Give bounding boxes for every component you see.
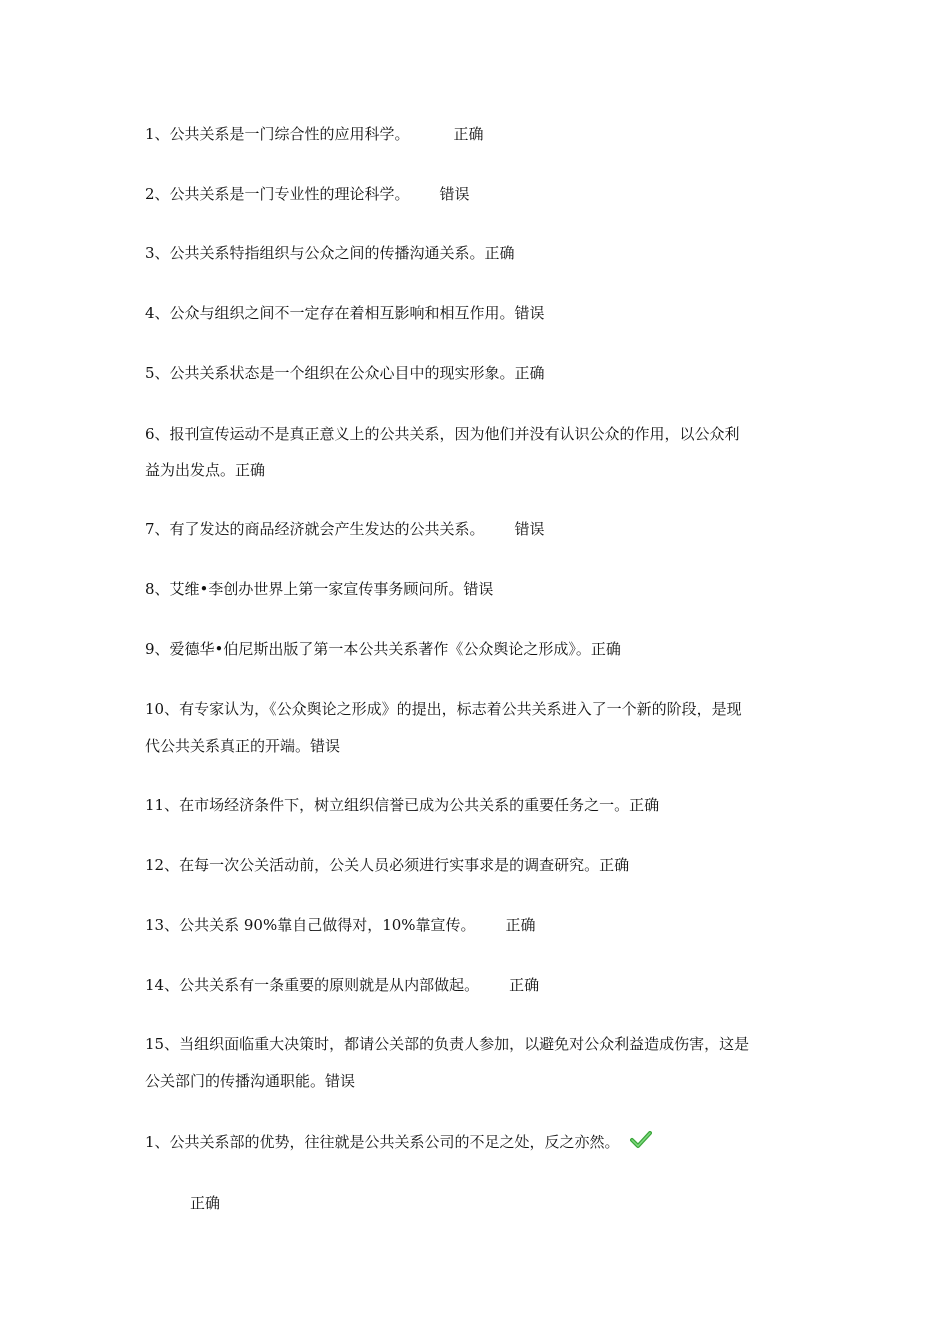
- answer-16: [190, 1193, 220, 1213]
- question-7: [145, 519, 545, 539]
- question-3: [145, 243, 515, 263]
- question-text: 2、公共关系是一门专业性的理论科学。: [145, 185, 410, 203]
- question-6-line2: [145, 460, 265, 480]
- answer-label: 正确: [629, 796, 660, 814]
- question-text: 益为出发点。: [145, 461, 236, 479]
- question-4: [145, 303, 545, 323]
- answer-label: 错误: [463, 580, 494, 598]
- question-text: 8、艾维•李创办世界上第一家宣传事务顾问所。: [145, 580, 464, 598]
- question-15-line1: [145, 1034, 749, 1054]
- answer-label: 正确: [590, 640, 621, 658]
- question-6-line1: [145, 424, 740, 444]
- answer-label: 正确: [235, 461, 266, 479]
- question-text: 3、公共关系特指组织与公众之间的传播沟通关系。: [145, 244, 485, 262]
- question-text: 12、在每一次公关活动前，公关人员必须进行实事求是的调查研究。: [145, 856, 600, 874]
- question-text: 1、公共关系是一门综合性的应用科学。: [145, 125, 410, 143]
- question-9: [145, 639, 621, 659]
- answer-label: 正确: [599, 856, 630, 874]
- question-text: 13、公共关系 90%靠自己做得对，10%靠宣传。: [145, 916, 476, 934]
- answer-label: 错误: [439, 185, 470, 203]
- question-text: 7、有了发达的商品经济就会产生发达的公共关系。: [145, 520, 485, 538]
- question-text: 6、报刊宣传运动不是真正意义上的公共关系，因为他们并没有认识公众的作用，以公众利: [145, 425, 740, 443]
- answer-label: 错误: [325, 1072, 356, 1090]
- question-12: [145, 855, 629, 875]
- answer-label: 正确: [484, 244, 515, 262]
- question-text: 公关部门的传播沟通职能。: [145, 1072, 326, 1090]
- question-1: [145, 124, 484, 144]
- question-text: 11、在市场经济条件下，树立组织信誉已成为公共关系的重要任务之一。: [145, 796, 630, 814]
- question-text: 4、公众与组织之间不一定存在着相互影响和相互作用。: [145, 304, 515, 322]
- answer-label: 错误: [514, 520, 545, 538]
- question-11: [145, 795, 659, 815]
- question-10-line1: [145, 699, 742, 719]
- question-text: 1、公共关系部的优势，往往就是公共关系公司的不足之处，反之亦然。: [145, 1133, 620, 1151]
- question-text: 9、爱德华•伯尼斯出版了第一本公共关系著作《公众舆论之形成》。: [145, 640, 591, 658]
- question-10-line2: [145, 736, 340, 756]
- question-16: [145, 1131, 652, 1152]
- question-15-line2: [145, 1071, 355, 1091]
- answer-label: 错误: [514, 304, 545, 322]
- question-8: [145, 579, 493, 599]
- check-icon: [630, 1131, 652, 1149]
- answer-label: 正确: [190, 1194, 221, 1212]
- answer-label: 正确: [509, 976, 540, 994]
- question-text: 15、当组织面临重大决策时，都请公关部的负责人参加，以避免对公众利益造成伤害，这是: [145, 1035, 750, 1053]
- answer-label: 正确: [514, 364, 545, 382]
- question-14: [145, 975, 539, 995]
- answer-label: 正确: [453, 125, 484, 143]
- question-5: [145, 363, 545, 383]
- question-text: 代公共关系真正的开端。: [145, 737, 311, 755]
- question-text: 10、有专家认为，《公众舆论之形成》的提出，标志着公共关系进入了一个新的阶段，是现: [145, 700, 742, 718]
- answer-label: 错误: [310, 737, 341, 755]
- answer-label: 正确: [505, 916, 536, 934]
- question-2: [145, 184, 470, 204]
- question-text: 14、公共关系有一条重要的原则就是从内部做起。: [145, 976, 480, 994]
- question-text: 5、公共关系状态是一个组织在公众心目中的现实形象。: [145, 364, 515, 382]
- question-13: [145, 915, 536, 935]
